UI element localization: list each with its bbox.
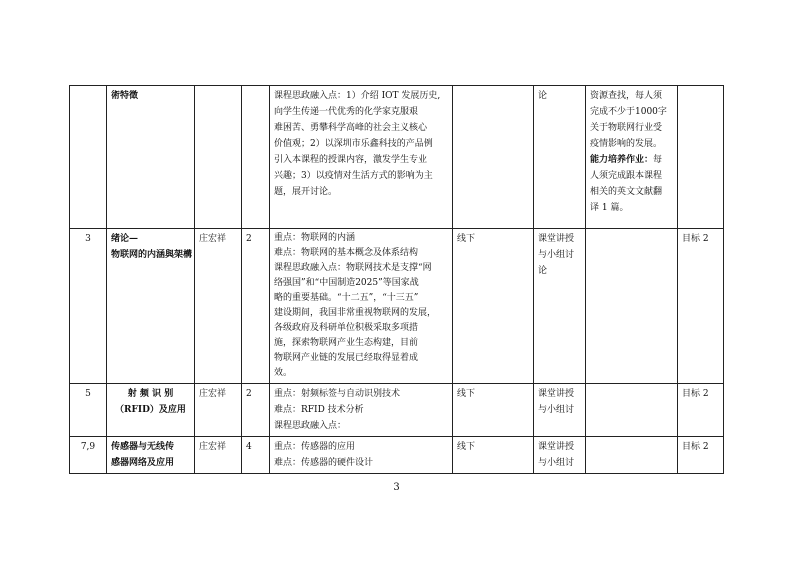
- homework-line: 完成不少于1000字: [590, 107, 667, 117]
- teaching-content-cell: [270, 229, 453, 384]
- content-line: 效。: [274, 368, 293, 378]
- hours-cell: 2: [242, 384, 270, 437]
- content-line: 重点：物联网的内涵: [274, 233, 356, 243]
- teaching-content-cell: [270, 384, 453, 437]
- content-line: 难困苦、勇攀科学高峰的社会主义核心: [274, 123, 428, 133]
- content-line: 物联网产业链的发展已经取得显着成: [274, 353, 419, 363]
- content-line: 课程思政融入点：物联网技术是支撑“网: [274, 263, 432, 273]
- method-line: 与小组讨: [538, 405, 575, 415]
- method-line: 与小组讨: [538, 458, 575, 468]
- homework-line: [590, 152, 673, 168]
- content-line: 建设期间，我国非常重视物联网的发展，: [274, 308, 437, 318]
- content-line: 课程思政融入点：: [274, 421, 347, 431]
- lesson-title-cell: [107, 437, 195, 474]
- lesson-title-line: 绪论—: [111, 234, 139, 244]
- homework-line: 关于物联网行业受: [590, 123, 663, 133]
- content-line: 各级政府及科研单位积极采取多项措: [274, 323, 419, 333]
- content-line: 引入本课程的授课内容，激发学生专业: [274, 155, 428, 165]
- target-cell: 目标 2: [678, 437, 724, 474]
- lesson-title-line: 传感器与无线传: [111, 442, 175, 452]
- content-line: 重点：射频标签与自动识别技术: [274, 389, 401, 399]
- table-row: [70, 86, 724, 229]
- homework-line: 译 1 篇。: [590, 203, 629, 213]
- lesson-number-cell: [70, 86, 107, 229]
- method-line: 论: [538, 91, 548, 101]
- teaching-method-cell: [534, 437, 586, 474]
- homework-line: 资源查找，每人须: [590, 91, 663, 101]
- content-line: 施，探索物联网产业生态构建，目前: [274, 338, 419, 348]
- teacher-cell: 庄宏祥: [195, 384, 242, 437]
- homework-cell: [586, 86, 678, 229]
- lesson-title-cell: [107, 229, 195, 384]
- delivery-mode-cell: 线下: [453, 229, 534, 384]
- content-line: 略的重要基础。“十二五”，“十三五”: [274, 293, 419, 303]
- content-line: 课程思政融入点：1）介绍 IOT 发展历史,: [274, 91, 441, 101]
- lesson-title-line: 物联网的内涵與架構: [111, 250, 193, 260]
- teaching-content-cell: [270, 86, 453, 229]
- table-row: [70, 229, 724, 384]
- content-line: 重点：传感器的应用: [274, 442, 356, 452]
- content-line: 题，展开讨论。: [274, 187, 338, 197]
- lesson-title-cell: [107, 384, 195, 437]
- delivery-mode-cell: [453, 86, 534, 229]
- homework-cell: [586, 229, 678, 384]
- lesson-title-line: 射 频 识 别: [127, 389, 174, 399]
- teaching-method-cell: [534, 384, 586, 437]
- delivery-mode-cell: 线下: [453, 384, 534, 437]
- lesson-title-cell: [107, 86, 195, 229]
- method-line: 课堂讲授: [538, 234, 575, 244]
- teaching-method-cell: [534, 86, 586, 229]
- homework-line: 人须完成跟本课程: [590, 171, 663, 181]
- method-line: 论: [538, 266, 548, 276]
- target-cell: 目标 2: [678, 384, 724, 437]
- homework-cell: [586, 384, 678, 437]
- lesson-title-line: 感器网络及应用: [111, 458, 175, 468]
- page-number: 3: [393, 482, 400, 493]
- method-line: 与小组讨: [538, 250, 575, 260]
- teacher-cell: 庄宏祥: [195, 229, 242, 384]
- homework-line-rest: 每: [653, 155, 663, 165]
- content-line: 兴趣；3）以疫情对生活方式的影响为主: [274, 171, 433, 181]
- content-line: 难点：RFID 技术分析: [274, 405, 364, 415]
- delivery-mode-cell: 线下: [453, 437, 534, 474]
- teacher-cell: 庄宏祥: [195, 437, 242, 474]
- lesson-title-line: 術特徵: [111, 91, 139, 101]
- hours-cell: 2: [242, 229, 270, 384]
- homework-bold-prefix: 能力培养作业：: [590, 155, 654, 165]
- content-line: 难点：物联网的基本概念及体系结构: [274, 248, 419, 258]
- content-line: 难点：传感器的硬件设计: [274, 458, 374, 468]
- teaching-method-cell: [534, 229, 586, 384]
- hours-cell: [242, 86, 270, 229]
- hours-cell: 4: [242, 437, 270, 474]
- method-line: 课堂讲授: [538, 389, 575, 399]
- method-line: 课堂讲授: [538, 442, 575, 452]
- teaching-content-cell: [270, 437, 453, 474]
- content-line: 价值观；2）以深圳市乐鑫科技的产品例: [274, 139, 433, 149]
- syllabus-table: [69, 85, 724, 474]
- target-cell: 目标 2: [678, 229, 724, 384]
- table-row: [70, 437, 724, 474]
- target-cell: [678, 86, 724, 229]
- content-line: 络强国”和“中国制造2025”等国家战: [274, 278, 419, 288]
- lesson-title-line: （RFID）及应用: [115, 405, 186, 415]
- homework-line: 疫情影响的发展。: [590, 139, 663, 149]
- homework-line: 相关的英文文献翻: [590, 187, 663, 197]
- lesson-number-cell: 5: [70, 384, 107, 437]
- lesson-number-cell: 7,9: [70, 437, 107, 474]
- content-line: 向学生传递一代优秀的化学家克服艰: [274, 107, 419, 117]
- lesson-number-cell: 3: [70, 229, 107, 384]
- homework-cell: [586, 437, 678, 474]
- table-row: [70, 384, 724, 437]
- teacher-cell: [195, 86, 242, 229]
